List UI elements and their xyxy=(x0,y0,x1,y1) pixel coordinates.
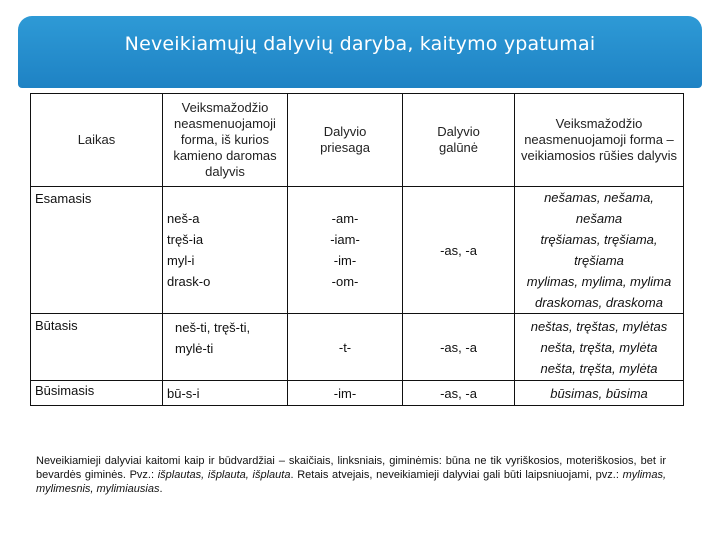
row-label: Esamasis xyxy=(31,187,163,314)
footnote-example: išplautas, išplauta, išplauta xyxy=(157,469,291,481)
table-row xyxy=(31,314,684,381)
ending-cell: -as, -a xyxy=(403,314,515,381)
header-laikas: Laikas xyxy=(31,94,163,187)
header-priesaga: Dalyvio priesaga xyxy=(288,94,403,187)
row-label: Būsimasis xyxy=(31,381,163,406)
verb-cell: neš-ti, tręš-ti, mylė-ti xyxy=(163,314,288,381)
table-row xyxy=(31,187,684,314)
ending-cell: -as, -a xyxy=(403,381,515,406)
footnote-example: mylimas, mylimesnis, mylimiausias xyxy=(36,469,666,495)
header-galune: Dalyvio galūnė xyxy=(403,94,515,187)
form-cell: neštas, tręštas, mylėtas nešta, tręšta, mylėta nešta, tręšta, mylėta xyxy=(515,314,684,381)
suffix-cell: -im- xyxy=(288,381,403,406)
ending-cell: -as, -a xyxy=(403,187,515,314)
header-veiksmazodzio: Veiksmažodžio neasmenuojamoji forma, iš kurios kamieno daromas dalyvis xyxy=(163,94,288,187)
table-header-row xyxy=(31,94,684,187)
verb-cell: bū-s-i xyxy=(163,381,288,406)
row-label: Būtasis xyxy=(31,314,163,381)
footnote: Neveikiamieji dalyviai kaitomi kaip ir būdvardžiai – skaičiais, linksniais, giminėmis: būna ne tik vyriškosios, moteriškosios, bet ir bevardės giminės. Pvz.: išplautas, išplauta, išplauta. Retais atvejais, neveikiamieji dalyviai gali būti laipsniuojami, pvz.: mylimas, mylimesnis, mylimiausias. xyxy=(36,455,666,495)
suffix-cell: -t- xyxy=(288,314,403,381)
suffix-cell: -am- -iam- -im- -om- xyxy=(288,187,403,314)
slide-title: Neveikiamųjų dalyvių daryba, kaitymo ypatumai xyxy=(124,33,596,55)
title-banner xyxy=(18,16,702,88)
header-forma: Veiksmažodžio neasmenuojamoji forma – veikiamosios rūšies dalyvis xyxy=(515,94,684,187)
form-cell: nešamas, nešama, nešama tręšiamas, tręšiama, tręšiama mylimas, mylima, mylima draskomas, draskoma xyxy=(515,187,684,314)
table-row xyxy=(31,381,684,406)
verb-cell: neš-a tręš-ia myl-i drask-o xyxy=(163,187,288,314)
participle-table xyxy=(30,93,684,406)
form-cell: būsimas, būsima xyxy=(515,381,684,406)
